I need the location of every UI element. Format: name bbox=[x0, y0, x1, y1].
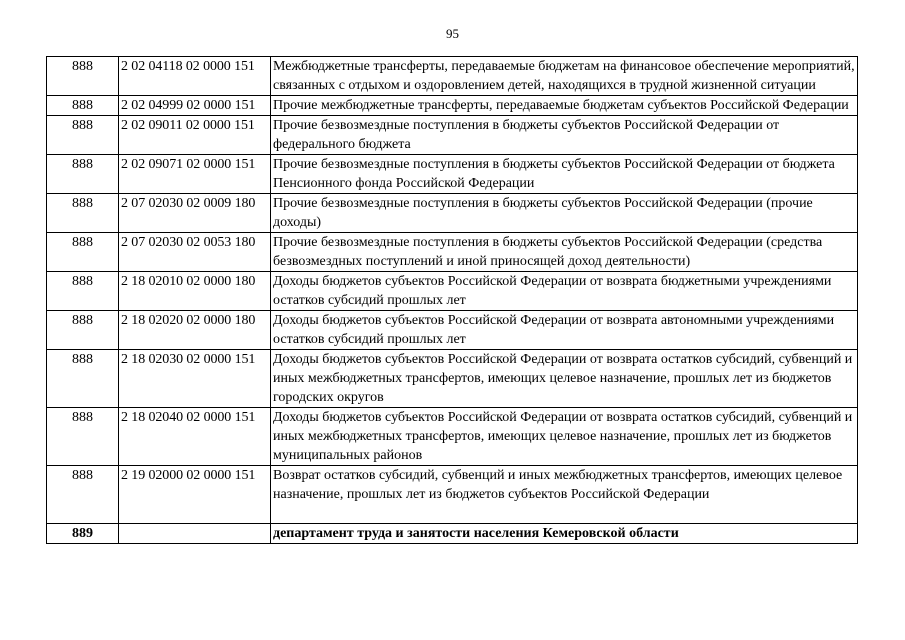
administrator-code-cell: 888 bbox=[47, 96, 119, 116]
administrator-code-cell: 888 bbox=[47, 350, 119, 408]
revenue-code-cell: 2 02 04118 02 0000 151 bbox=[119, 57, 271, 96]
revenue-name-cell: Прочие безвозмездные поступления в бюджеты субъектов Российской Федерации от федерального бюджета bbox=[271, 116, 858, 155]
revenue-code-cell: 2 07 02030 02 0009 180 bbox=[119, 194, 271, 233]
revenue-code-cell: 2 02 04999 02 0000 151 bbox=[119, 96, 271, 116]
revenue-code-cell: 2 18 02020 02 0000 180 bbox=[119, 311, 271, 350]
revenue-name-cell: Доходы бюджетов субъектов Российской Федерации от возврата остатков субсидий, субвенций и иных межбюджетных трансфертов, имеющих целевое назначение, прошлых лет из бюджетов городских округов bbox=[271, 350, 858, 408]
administrator-code-cell: 888 bbox=[47, 272, 119, 311]
administrator-code-cell: 888 bbox=[47, 57, 119, 96]
revenue-code-cell: 2 18 02030 02 0000 151 bbox=[119, 350, 271, 408]
revenue-code-cell: 2 18 02040 02 0000 151 bbox=[119, 408, 271, 466]
revenue-name-cell: Прочие безвозмездные поступления в бюджеты субъектов Российской Федерации (прочие доходы) bbox=[271, 194, 858, 233]
table-row bbox=[47, 272, 858, 311]
administrator-code-cell: 888 bbox=[47, 194, 119, 233]
section-header-row bbox=[47, 524, 858, 544]
revenue-name-cell: Доходы бюджетов субъектов Российской Федерации от возврата остатков субсидий, субвенций и иных межбюджетных трансфертов, имеющих целевое назначение, прошлых лет из бюджетов муниципальных районов bbox=[271, 408, 858, 466]
administrator-code-cell: 888 bbox=[47, 233, 119, 272]
table-row bbox=[47, 116, 858, 155]
revenue-name-cell: Прочие безвозмездные поступления в бюджеты субъектов Российской Федерации (средства безвозмездных поступлений и иной приносящей доход деятельности) bbox=[271, 233, 858, 272]
revenue-name-cell: Возврат остатков субсидий, субвенций и иных межбюджетных трансфертов, имеющих целевое назначение, прошлых лет из бюджетов субъектов Российской Федерации bbox=[271, 466, 858, 524]
table-row bbox=[47, 233, 858, 272]
revenue-code-cell: 2 02 09011 02 0000 151 bbox=[119, 116, 271, 155]
table-row bbox=[47, 96, 858, 116]
revenue-code-cell: 2 02 09071 02 0000 151 bbox=[119, 155, 271, 194]
table-row bbox=[47, 311, 858, 350]
administrator-code-cell: 888 bbox=[47, 311, 119, 350]
table-row bbox=[47, 466, 858, 524]
revenue-name-cell: Доходы бюджетов субъектов Российской Федерации от возврата бюджетными учреждениями остатков субсидий прошлых лет bbox=[271, 272, 858, 311]
administrator-code-cell: 888 bbox=[47, 155, 119, 194]
revenue-classification-table bbox=[46, 56, 858, 544]
revenue-name-cell: Межбюджетные трансферты, передаваемые бюджетам на финансовое обеспечение мероприятий, связанных с отдыхом и оздоровлением детей, находящихся в трудной жизненной ситуации bbox=[271, 57, 858, 96]
revenue-name-cell: Прочие межбюджетные трансферты, передаваемые бюджетам субъектов Российской Федерации bbox=[271, 96, 858, 116]
revenue-name-cell: Прочие безвозмездные поступления в бюджеты субъектов Российской Федерации от бюджета Пенсионного фонда Российской Федерации bbox=[271, 155, 858, 194]
revenue-name-cell: Доходы бюджетов субъектов Российской Федерации от возврата автономными учреждениями остатков субсидий прошлых лет bbox=[271, 311, 858, 350]
administrator-code-cell: 888 bbox=[47, 116, 119, 155]
page-number: 95 bbox=[446, 26, 459, 41]
table-row bbox=[47, 155, 858, 194]
administrator-code-cell: 888 bbox=[47, 466, 119, 524]
section-code-cell bbox=[119, 524, 271, 544]
section-department-name: департамент труда и занятости населения Кемеровской области bbox=[271, 524, 858, 544]
table-row bbox=[47, 408, 858, 466]
revenue-code-cell: 2 19 02000 02 0000 151 bbox=[119, 466, 271, 524]
revenue-code-cell: 2 07 02030 02 0053 180 bbox=[119, 233, 271, 272]
table-row bbox=[47, 350, 858, 408]
table-row bbox=[47, 57, 858, 96]
section-administrator-code: 889 bbox=[47, 524, 119, 544]
table-row bbox=[47, 194, 858, 233]
revenue-code-cell: 2 18 02010 02 0000 180 bbox=[119, 272, 271, 311]
administrator-code-cell: 888 bbox=[47, 408, 119, 466]
